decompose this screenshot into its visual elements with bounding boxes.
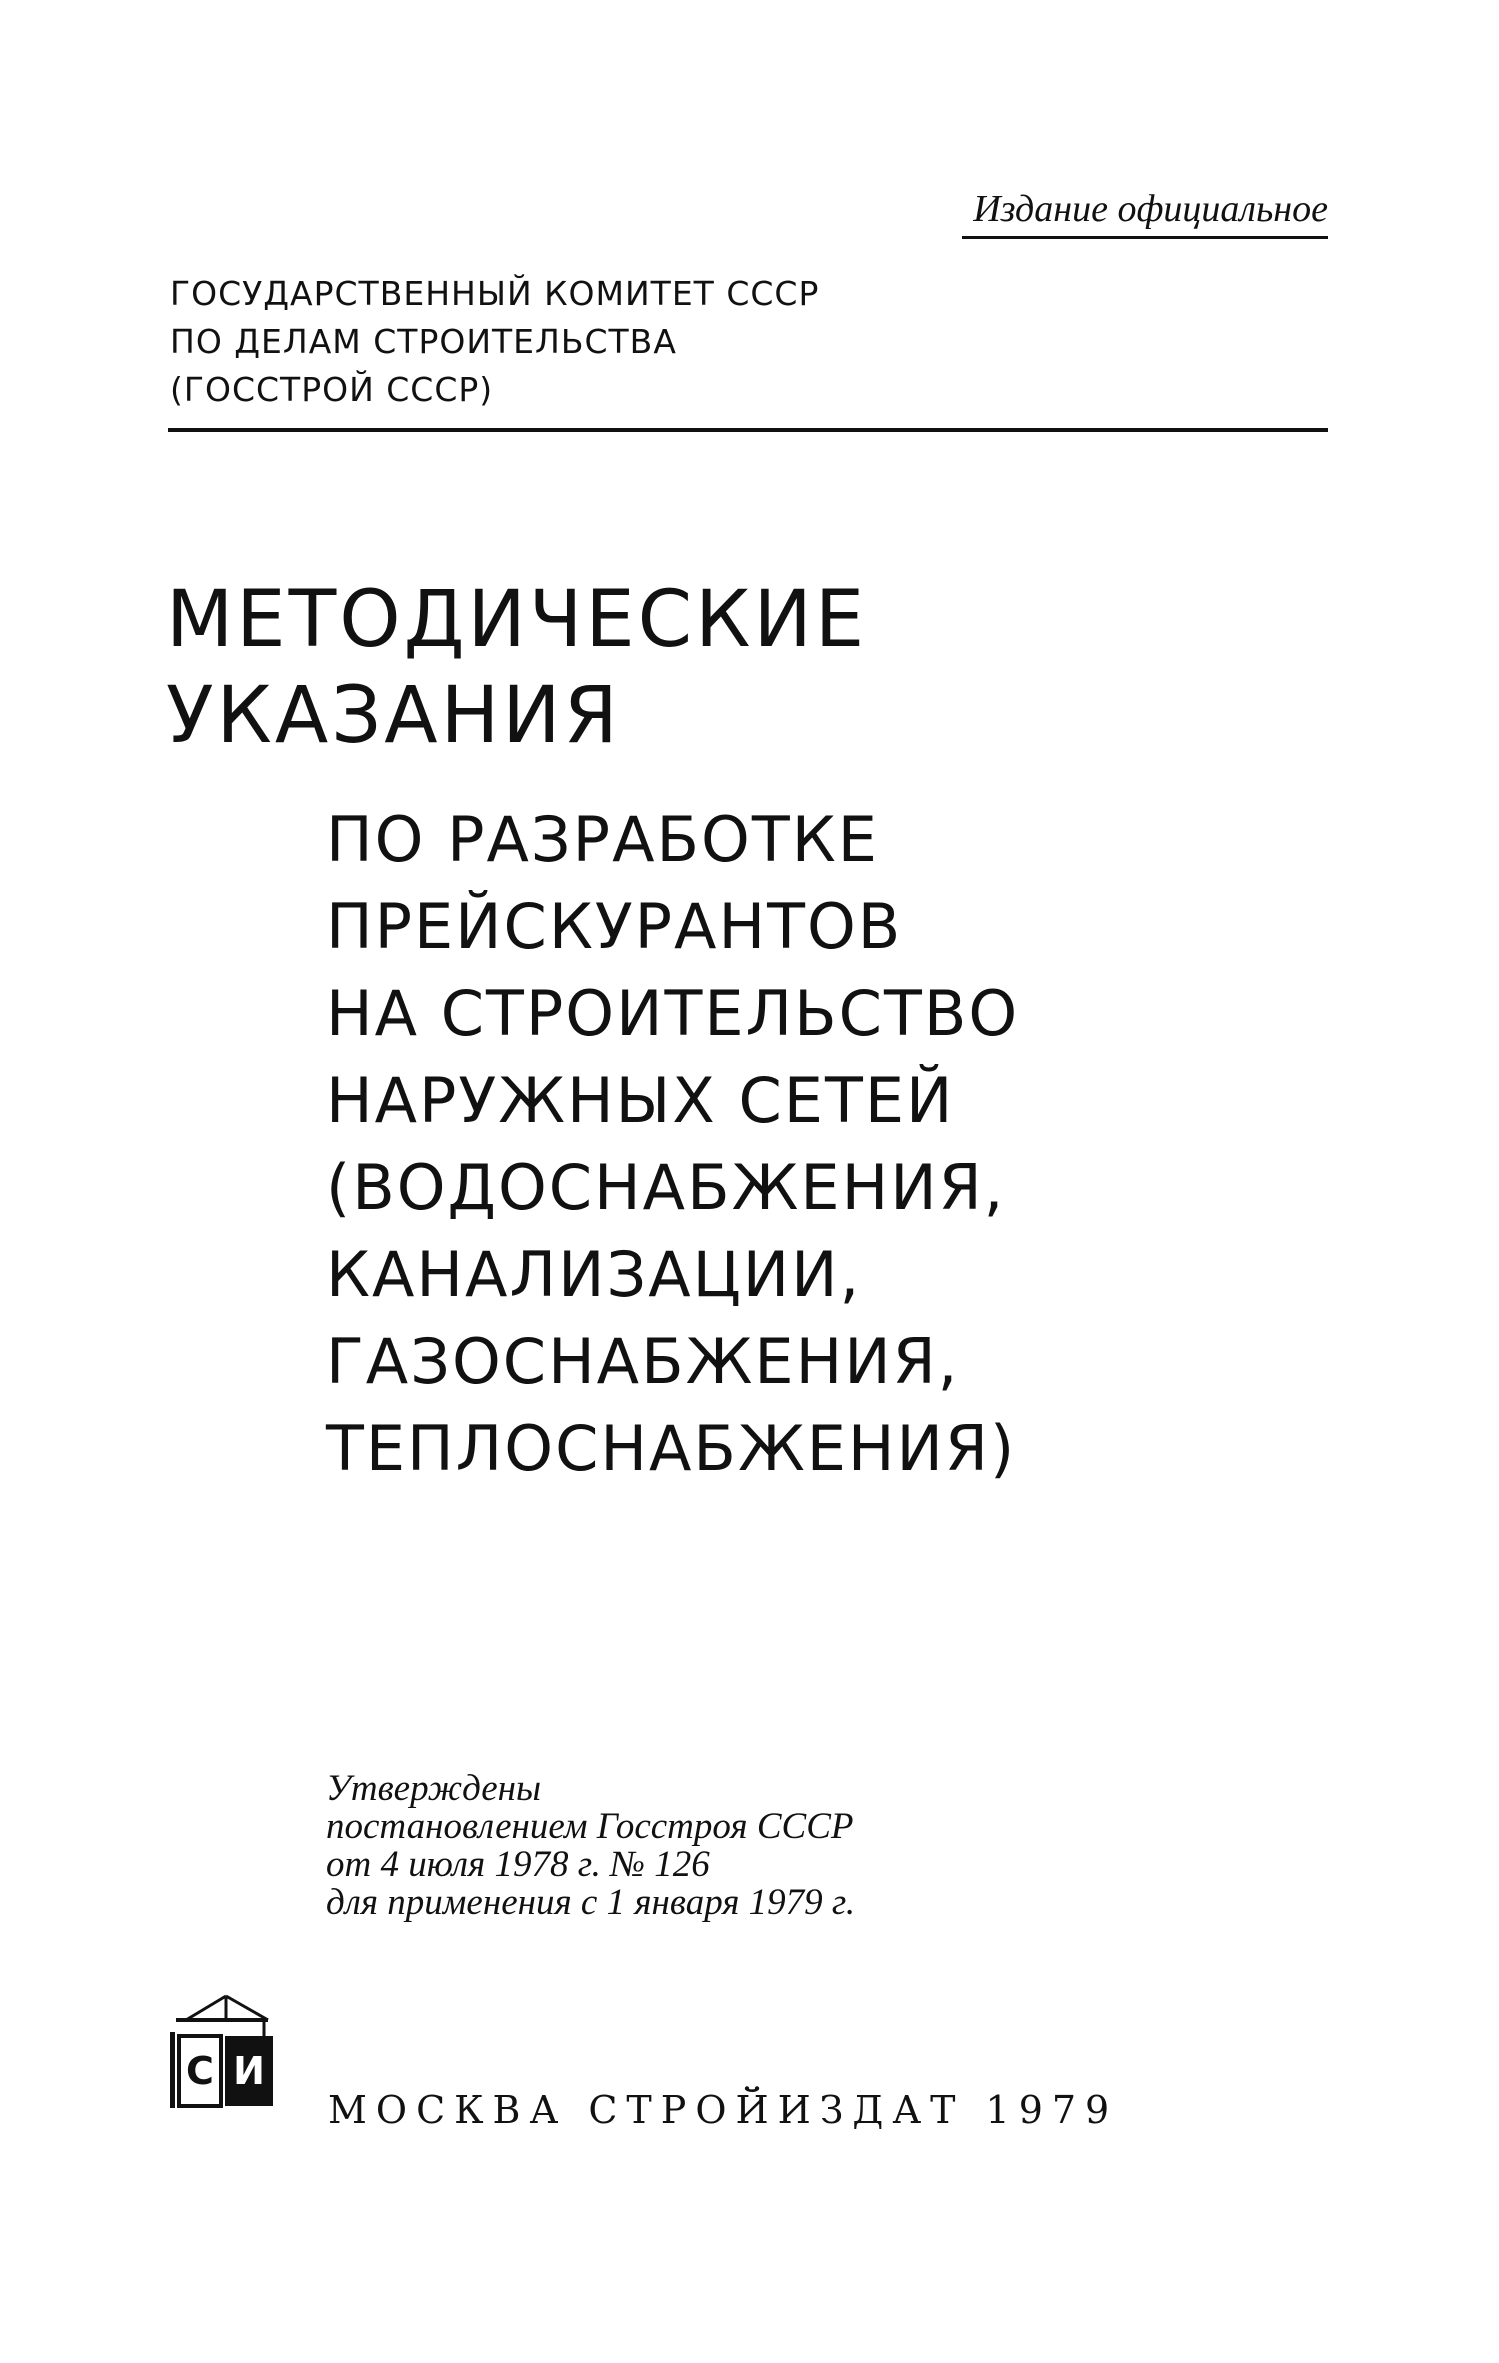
sub-title-line-7: ГАЗОСНАБЖЕНИЯ,: [326, 1325, 960, 1398]
stroyizdat-logo-icon: [168, 1990, 280, 2110]
organization-line-1: ГОСУДАРСТВЕННЫЙ КОМИТЕТ СССР: [170, 274, 820, 313]
approval-note: [326, 1770, 855, 1922]
organization-divider: [168, 428, 1328, 432]
approval-line-2: постановлением Госстроя СССР: [326, 1806, 854, 1847]
sub-title-line-5: (ВОДОСНАБЖЕНИЯ,: [326, 1151, 1006, 1224]
sub-title-line-6: КАНАЛИЗАЦИИ,: [326, 1238, 862, 1311]
sub-title-line-2: ПРЕЙСКУРАНТОВ: [326, 890, 903, 963]
logo-letter-s: С: [186, 2049, 214, 2093]
main-title: [166, 572, 867, 764]
sub-title-line-3: НА СТРОИТЕЛЬСТВО: [326, 977, 1020, 1050]
sub-title-line-8: ТЕПЛОСНАБЖЕНИЯ): [326, 1412, 1017, 1485]
organization-block: [170, 270, 819, 414]
approval-line-3: от 4 июля 1978 г. № 126: [326, 1844, 710, 1885]
publisher-imprint: МОСКВА СТРОЙИЗДАТ 1979: [328, 2088, 1119, 2132]
edition-underline: [962, 236, 1328, 239]
approval-line-4: для применения с 1 января 1979 г.: [326, 1882, 856, 1923]
organization-line-2: ПО ДЕЛАМ СТРОИТЕЛЬСТВА: [170, 322, 677, 361]
sub-title: [326, 796, 1019, 1492]
edition-label: Издание официальное: [973, 188, 1328, 230]
approval-line-1: Утверждены: [326, 1768, 542, 1809]
organization-line-3: (ГОССТРОЙ СССР): [170, 370, 494, 409]
sub-title-line-1: ПО РАЗРАБОТКЕ: [326, 803, 879, 876]
main-title-line-2: УКАЗАНИЯ: [166, 671, 621, 761]
main-title-line-1: МЕТОДИЧЕСКИЕ: [166, 575, 868, 665]
logo-letter-i: И: [233, 2049, 265, 2093]
sub-title-line-4: НАРУЖНЫХ СЕТЕЙ: [326, 1064, 955, 1137]
